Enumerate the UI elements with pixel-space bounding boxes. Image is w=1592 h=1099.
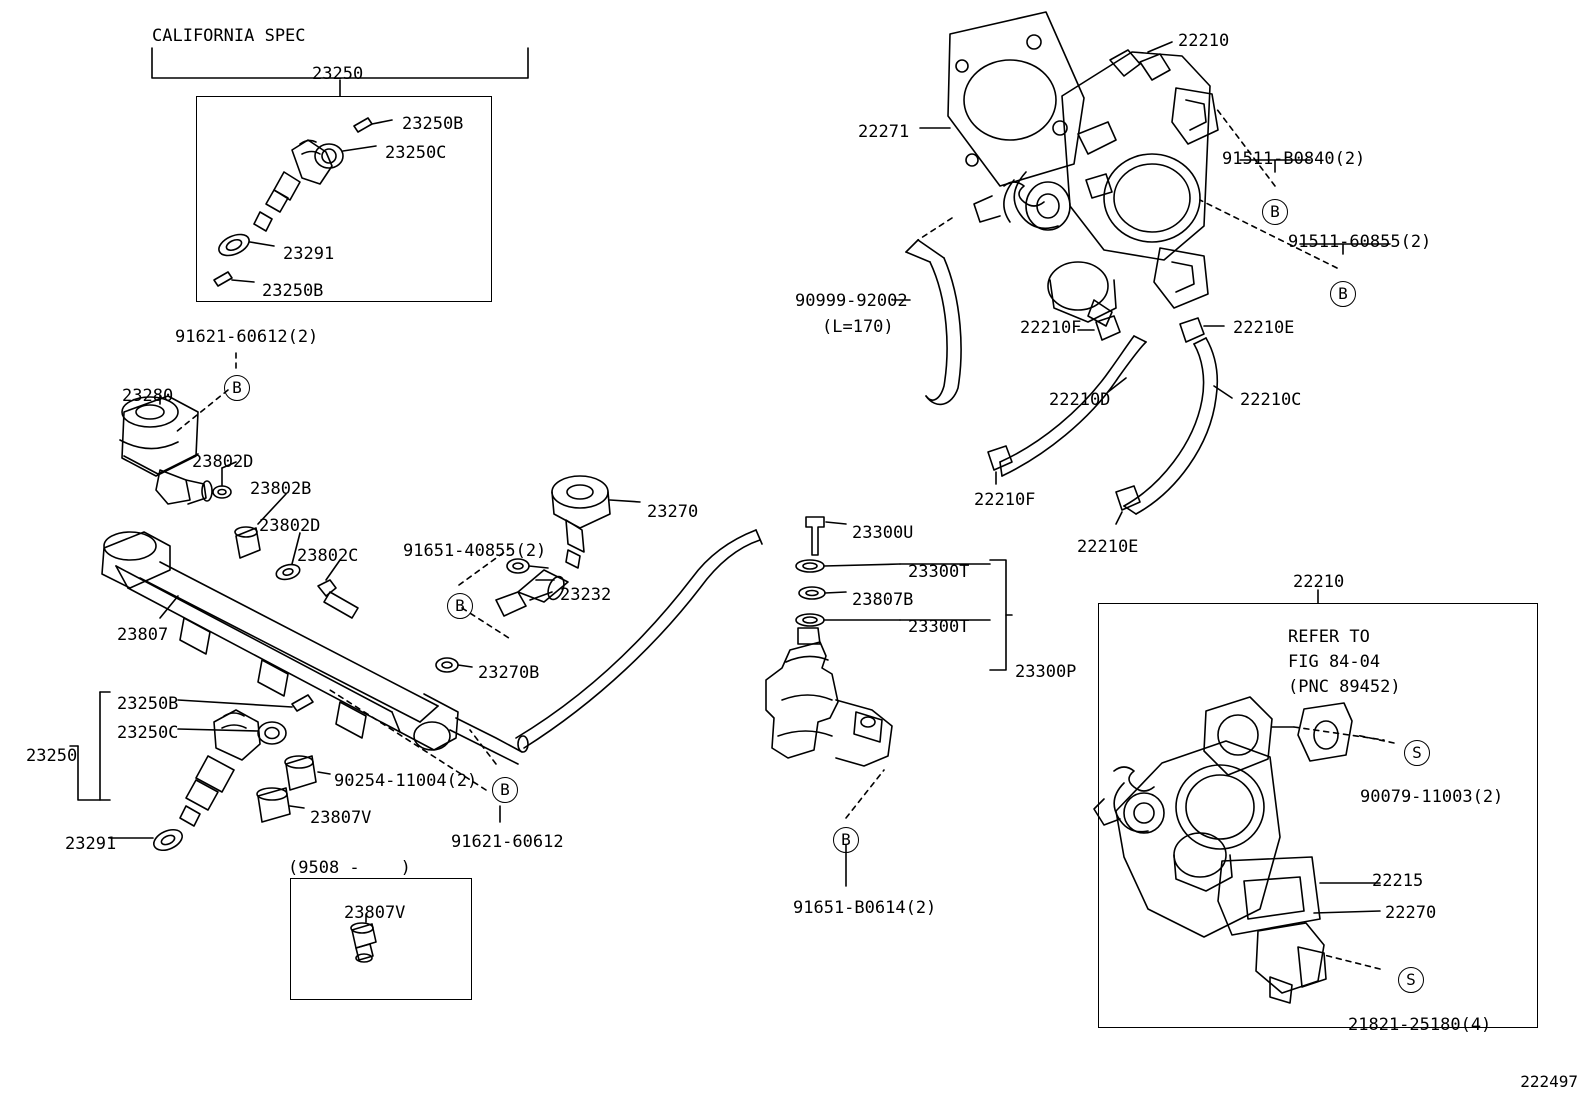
- label-23250c-lower: 23250C: [117, 723, 179, 743]
- label-23250-lower: 23250: [26, 746, 78, 766]
- label-23280: 23280: [122, 386, 174, 406]
- label-23270b: 23270B: [478, 663, 540, 683]
- label-22210e-lower: 22210E: [1077, 537, 1139, 557]
- label-22210e-upper: 22210E: [1233, 318, 1295, 338]
- callout-s-1: S: [1404, 740, 1430, 766]
- label-90254-11004-2: 90254-11004(2): [334, 771, 478, 791]
- label-23250c-top: 23250C: [385, 143, 447, 163]
- label-91651-b0614-2: 91651-B0614(2): [793, 898, 937, 918]
- label-23250b-top: 23250B: [402, 114, 464, 134]
- label-21821-25180-4: 21821-25180(4): [1348, 1015, 1492, 1035]
- label-california-spec: CALIFORNIA SPEC: [152, 26, 306, 46]
- label-22215: 22215: [1372, 871, 1424, 891]
- label-23300t-top: 23300T: [908, 562, 970, 582]
- label-23802b: 23802B: [250, 479, 312, 499]
- label-90999-92002: 90999-92002: [795, 291, 908, 311]
- callout-b-2: B: [447, 593, 473, 619]
- label-23802d-2: 23802D: [259, 516, 321, 536]
- label-22271: 22271: [858, 122, 910, 142]
- label-23250b-bottom-inset: 23250B: [262, 281, 324, 301]
- callout-b-5: B: [1262, 199, 1288, 225]
- label-23291-top: 23291: [283, 244, 335, 264]
- label-22210c: 22210C: [1240, 390, 1302, 410]
- diagram-id: 222497: [1520, 1072, 1578, 1091]
- label-refer-to: REFER TO: [1288, 627, 1370, 647]
- label-23802d-1: 23802D: [192, 452, 254, 472]
- date-variant-inset-box: [290, 878, 472, 1000]
- label-fig-84-04: FIG 84-04: [1288, 652, 1381, 672]
- callout-s-2: S: [1398, 967, 1424, 993]
- label-91651-40855-2: 91651-40855(2): [403, 541, 547, 561]
- label-91621-60612-2: 91621-60612(2): [175, 327, 319, 347]
- label-23802c: 23802C: [297, 546, 359, 566]
- label-23250-inset: 23250: [312, 64, 364, 84]
- callout-b-1: B: [224, 375, 250, 401]
- label-22210f-lower: 22210F: [974, 490, 1036, 510]
- label-23300t-bottom: 23300T: [908, 617, 970, 637]
- callout-b-6: B: [1330, 281, 1356, 307]
- label-90999-92002-length: (L=170): [822, 317, 894, 337]
- label-23300p: 23300P: [1015, 662, 1077, 682]
- label-date-range: (9508 - ): [288, 858, 411, 878]
- label-90079-11003-2: 90079-11003(2): [1360, 787, 1504, 807]
- label-22210d: 22210D: [1049, 390, 1111, 410]
- label-22210f-upper: 22210F: [1020, 318, 1082, 338]
- label-23291-lower: 23291: [65, 834, 117, 854]
- label-22210-inset: 22210: [1293, 572, 1345, 592]
- label-23807: 23807: [117, 625, 169, 645]
- callout-b-4: B: [833, 827, 859, 853]
- label-23807b: 23807B: [852, 590, 914, 610]
- callout-b-3: B: [492, 777, 518, 803]
- label-91511-b0840-2: 91511-B0840(2): [1222, 149, 1366, 169]
- label-23300u: 23300U: [852, 523, 914, 543]
- label-22210-top: 22210: [1178, 31, 1230, 51]
- label-23250b-lower: 23250B: [117, 694, 179, 714]
- label-22270: 22270: [1385, 903, 1437, 923]
- label-23807v-inset: 23807V: [344, 903, 406, 923]
- label-23232: 23232: [560, 585, 612, 605]
- label-pnc-89452: (PNC 89452): [1288, 677, 1401, 697]
- label-91621-60612: 91621-60612: [451, 832, 564, 852]
- label-23807v: 23807V: [310, 808, 372, 828]
- label-91511-60855-2: 91511-60855(2): [1288, 232, 1432, 252]
- label-23270: 23270: [647, 502, 699, 522]
